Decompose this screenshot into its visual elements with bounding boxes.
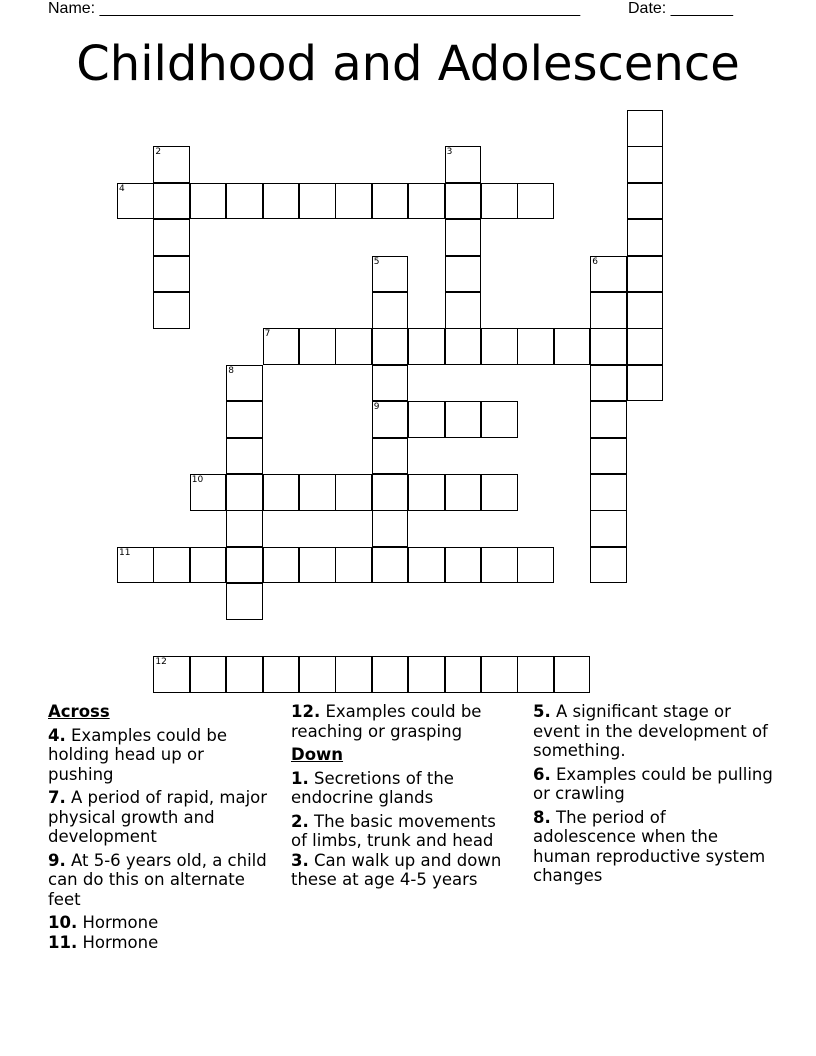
crossword-cell[interactable]: [627, 146, 664, 183]
crossword-cell[interactable]: [627, 256, 664, 293]
cell-number: 11: [119, 547, 131, 558]
crossword-cell[interactable]: [372, 438, 409, 475]
crossword-cell[interactable]: [372, 292, 409, 329]
name-field-label: Name: ______________________________________________________: [48, 0, 581, 17]
crossword-cell[interactable]: [517, 328, 554, 365]
clue-down-2: [291, 812, 516, 851]
crossword-cell[interactable]: [445, 401, 482, 438]
crossword-cell[interactable]: [335, 547, 372, 584]
crossword-cell[interactable]: [263, 656, 300, 693]
crossword-cell[interactable]: [408, 656, 445, 693]
cell-number: 5: [373, 256, 380, 267]
clue-across-12: [291, 702, 516, 741]
clue-number: 3.: [291, 850, 309, 870]
crossword-cell[interactable]: [372, 474, 409, 511]
crossword-cell[interactable]: [445, 256, 482, 293]
crossword-cell[interactable]: [372, 510, 409, 547]
clues-column-1: [48, 702, 273, 956]
clues-column-2: [291, 702, 516, 894]
crossword-cell[interactable]: [372, 183, 409, 220]
cell-number: 7: [264, 329, 271, 340]
crossword-cell[interactable]: [226, 547, 263, 584]
cell-number: 4: [119, 183, 125, 194]
crossword-cell[interactable]: [190, 474, 227, 511]
clue-across-4: [48, 726, 273, 785]
crossword-cell[interactable]: [190, 183, 227, 220]
crossword-cell[interactable]: [627, 365, 664, 402]
clue-text: A significant stage or event in the development of something.: [533, 702, 768, 760]
clue-across-7: [48, 788, 273, 847]
crossword-cell[interactable]: [517, 547, 554, 584]
crossword-cell[interactable]: [226, 510, 263, 547]
cell-number: 8: [228, 365, 234, 376]
crossword-cell[interactable]: [372, 656, 409, 693]
crossword-cell[interactable]: [445, 547, 482, 584]
cell-number: 10: [191, 475, 204, 485]
crossword-cell[interactable]: [481, 401, 518, 438]
crossword-cell[interactable]: [226, 474, 263, 511]
crossword-cell[interactable]: [481, 656, 518, 693]
crossword-cell[interactable]: [372, 401, 409, 438]
clue-down-8: [533, 808, 773, 886]
crossword-cell[interactable]: [517, 183, 554, 220]
clue-down-1: [291, 769, 516, 808]
clue-across-9: [48, 851, 273, 910]
crossword-cell[interactable]: [554, 328, 591, 365]
crossword-cell[interactable]: [590, 365, 627, 402]
crossword-cell[interactable]: [445, 292, 482, 329]
crossword-cell[interactable]: [153, 183, 190, 220]
crossword-cell[interactable]: [335, 656, 372, 693]
crossword-cell[interactable]: [226, 401, 263, 438]
clue-text: The basic movements of limbs, trunk and head: [291, 811, 496, 850]
crossword-cell[interactable]: [481, 547, 518, 584]
crossword-cell[interactable]: [445, 474, 482, 511]
crossword-cell[interactable]: [153, 292, 190, 329]
clue-text: Examples could be pulling or crawling: [533, 764, 773, 803]
crossword-cell[interactable]: [263, 328, 300, 365]
clue-down-3: [291, 851, 516, 890]
clue-across-11: [48, 933, 273, 953]
crossword-cell[interactable]: [190, 547, 227, 584]
cell-number: 9: [373, 402, 380, 413]
clue-number: 5.: [533, 702, 551, 721]
crossword-cell[interactable]: [627, 219, 664, 256]
clue-number: 4.: [48, 725, 66, 745]
crossword-cell[interactable]: [408, 183, 445, 220]
crossword-cell[interactable]: [263, 547, 300, 584]
crossword-cell[interactable]: [299, 474, 336, 511]
crossword-cell[interactable]: [372, 365, 409, 402]
clue-down-6: [533, 765, 773, 804]
crossword-cell[interactable]: [226, 365, 263, 402]
crossword-cell[interactable]: [627, 328, 664, 365]
clue-number: 10.: [48, 913, 78, 932]
clue-number: 12.: [291, 702, 321, 721]
crossword-cell[interactable]: [153, 656, 190, 693]
clue-across-10: [48, 913, 273, 933]
across-heading: Across: [48, 702, 110, 721]
crossword-cell[interactable]: [408, 401, 445, 438]
crossword-cell[interactable]: [445, 183, 482, 220]
crossword-cell[interactable]: [299, 547, 336, 584]
clue-text: Hormone: [82, 932, 159, 952]
crossword-cell[interactable]: [408, 328, 445, 365]
crossword-cell[interactable]: [153, 547, 190, 584]
crossword-cell[interactable]: [627, 183, 664, 220]
crossword-cell[interactable]: [372, 547, 409, 584]
crossword-cell[interactable]: [299, 328, 336, 365]
crossword-cell[interactable]: [299, 183, 336, 220]
crossword-cell[interactable]: [263, 183, 300, 220]
crossword-cell[interactable]: [590, 547, 627, 584]
crossword-cell[interactable]: [153, 219, 190, 256]
cell-number: 12: [155, 657, 167, 667]
page-title: Childhood and Adolescence: [76, 36, 740, 92]
date-field-label: Date: _______: [628, 0, 733, 17]
crossword-cell[interactable]: [335, 474, 372, 511]
down-heading: Down: [291, 745, 344, 764]
crossword-cell[interactable]: [590, 256, 627, 293]
crossword-cell[interactable]: [590, 401, 627, 438]
crossword-cell[interactable]: [445, 656, 482, 693]
crossword-cell[interactable]: [590, 510, 627, 547]
crossword-cell[interactable]: [481, 183, 518, 220]
crossword-cell[interactable]: [590, 438, 627, 475]
crossword-cell[interactable]: [190, 656, 227, 693]
crossword-cell[interactable]: [590, 292, 627, 329]
crossword-cell[interactable]: [372, 256, 409, 293]
clue-number: 2.: [291, 811, 309, 831]
clue-text: Examples could be holding head up or pushing: [48, 725, 227, 784]
cell-number: 6: [592, 256, 598, 267]
crossword-cell[interactable]: [408, 474, 445, 511]
crossword-cell[interactable]: [445, 146, 482, 183]
clue-text: Can walk up and down these at age 4-5 years: [291, 850, 502, 889]
clue-text: Hormone: [82, 913, 159, 932]
clue-text: A period of rapid, major physical growth and development: [48, 788, 268, 846]
crossword-cell[interactable]: [226, 183, 263, 220]
clue-text: The period of adolescence when the human reproductive system changes: [533, 807, 766, 885]
clue-text: Examples could be reaching or grasping: [291, 702, 482, 741]
clue-down-5: [533, 702, 773, 761]
clue-number: 8.: [533, 807, 551, 827]
crossword-cell[interactable]: [226, 438, 263, 475]
crossword-cell[interactable]: [335, 328, 372, 365]
clues-column-3: [533, 702, 773, 890]
clue-number: 11.: [48, 932, 78, 952]
clue-number: 7.: [48, 788, 66, 807]
crossword-cell[interactable]: [408, 547, 445, 584]
crossword-cell[interactable]: [517, 656, 554, 693]
cell-number: 3: [446, 147, 453, 158]
crossword-cell[interactable]: [226, 656, 263, 693]
crossword-cell[interactable]: [263, 474, 300, 511]
clue-number: 1.: [291, 768, 309, 788]
clue-number: 9.: [48, 850, 66, 870]
crossword-cell[interactable]: [153, 256, 190, 293]
crossword-cell[interactable]: [445, 328, 482, 365]
clue-text: At 5-6 years old, a child can do this on alternate feet: [48, 850, 267, 909]
crossword-cell[interactable]: [445, 219, 482, 256]
crossword-cell[interactable]: [481, 328, 518, 365]
crossword-cell[interactable]: [299, 656, 336, 693]
crossword-cell[interactable]: [627, 110, 664, 147]
crossword-cell[interactable]: [590, 328, 627, 365]
crossword-cell[interactable]: [335, 183, 372, 220]
crossword-cell[interactable]: [117, 547, 154, 584]
crossword-cell[interactable]: [117, 183, 154, 220]
cell-number: 2: [155, 147, 162, 158]
crossword-cell[interactable]: [590, 474, 627, 511]
crossword-cell[interactable]: [372, 328, 409, 365]
clue-number: 6.: [533, 764, 551, 784]
clue-text: Secretions of the endocrine glands: [291, 768, 454, 807]
crossword-cell[interactable]: [226, 583, 263, 620]
crossword-cell[interactable]: [153, 146, 190, 183]
crossword-cell[interactable]: [481, 474, 518, 511]
crossword-cell[interactable]: [554, 656, 591, 693]
crossword-cell[interactable]: [627, 292, 664, 329]
